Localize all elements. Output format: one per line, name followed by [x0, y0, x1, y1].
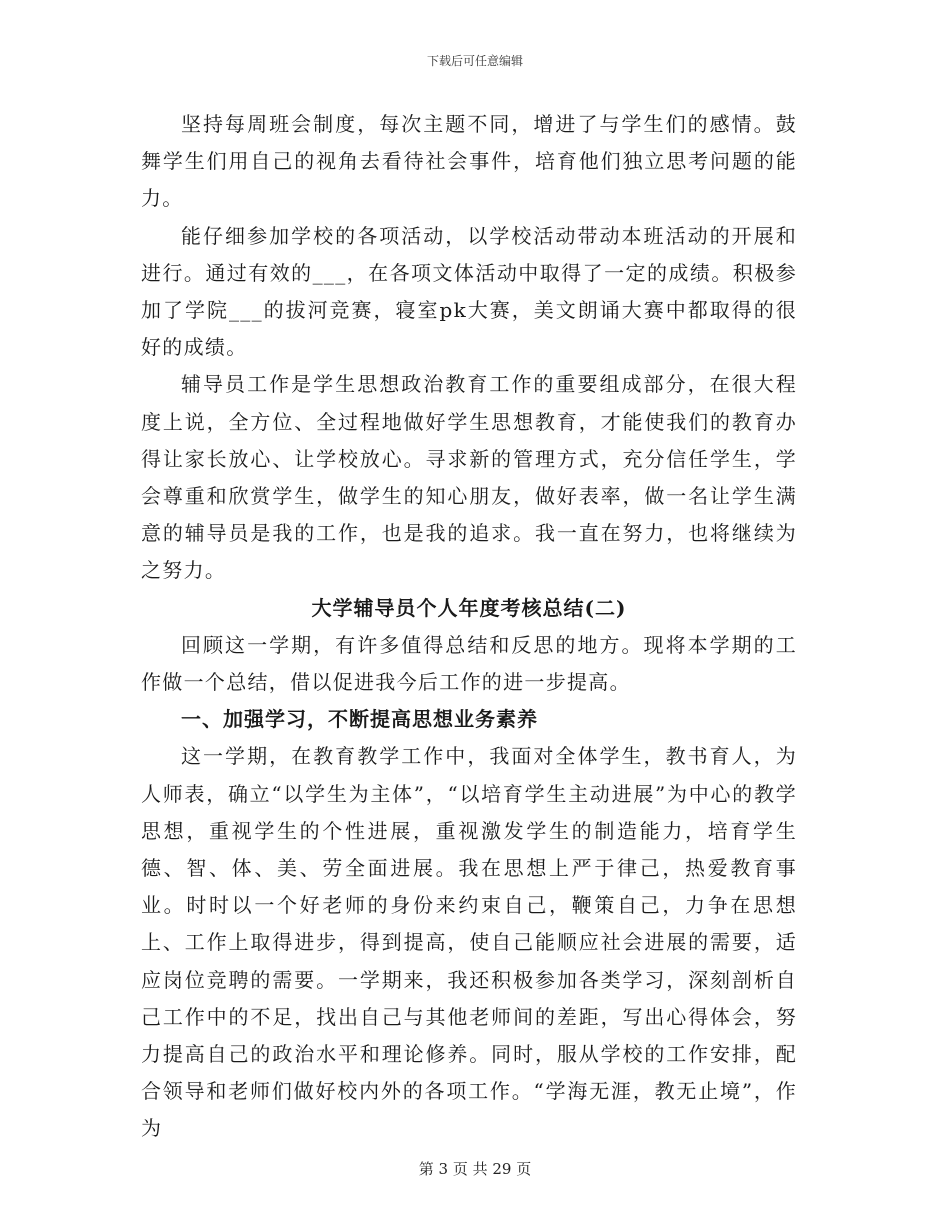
page-footer: 第 3 页 共 29 页	[418, 1160, 532, 1178]
paragraph-section-body: 这一学期，在教育教学工作中，我面对全体学生，教书育人，为人师表，确立“以学生为主体”，“以培育学生主动进展”为中心的教学思想，重视学生的个性进展，重视激发学生的制造能力，培育学生德、智、体、美、劳全面进展。我在思想上严于律己，热爱教育事业。时时以一个好老师的身份来约束自己，鞭策自己，力争在思想上、工作上取得进步，得到提高，使自己能顺应社会进展的需要，适应岗位竞聘的需要。一学期来，我还积极参加各类学习，深刻剖析自己工作中的不足，找出自己与其他老师间的差距，写出心得体会，努力提高自己的政治水平和理论修养。同时，服从学校的工作安排，配合领导和老师们做好校内外的各项工作。“学海无涯，教无止境”，作为	[141, 744, 797, 1141]
paragraph-counselor-work: 辅导员工作是学生思想政治教育工作的重要组成部分，在很大程度上说，全方位、全过程地做好学生思想教育，才能使我们的教育办得让家长放心、让学校放心。寻求新的管理方式，充分信任学生，学会尊重和欣赏学生，做学生的知心朋友，做好表率，做一名让学生满意的辅导员是我的工作，也是我的追求。我一直在努力，也将继续为之努力。	[141, 372, 797, 583]
section-heading: 一、加强学习，不断提高思想业务素养	[181, 707, 538, 732]
paragraph-school-activities: 能仔细参加学校的各项活动，以学校活动带动本班活动的开展和进行。通过有效的___，在各项文体活动中取得了一定的成绩。积极参加了学院___的拔河竞赛，寝室pk大赛，美文朗诵大赛中都取得的很好的成绩。	[141, 223, 797, 360]
page-header: 下载后可任意编辑	[426, 54, 523, 68]
paragraph-class-meeting: 坚持每周班会制度，每次主题不同，增进了与学生们的感情。鼓舞学生们用自己的视角去看待社会事件，培育他们独立思考问题的能力。	[141, 112, 797, 211]
paragraph-intro: 回顾这一学期，有许多值得总结和反思的地方。现将本学期的工作做一个总结，借以促进我今后工作的进一步提高。	[141, 632, 797, 695]
document-title: 大学辅导员个人年度考核总结(二)	[311, 595, 627, 620]
document-body	[141, 106, 797, 1148]
